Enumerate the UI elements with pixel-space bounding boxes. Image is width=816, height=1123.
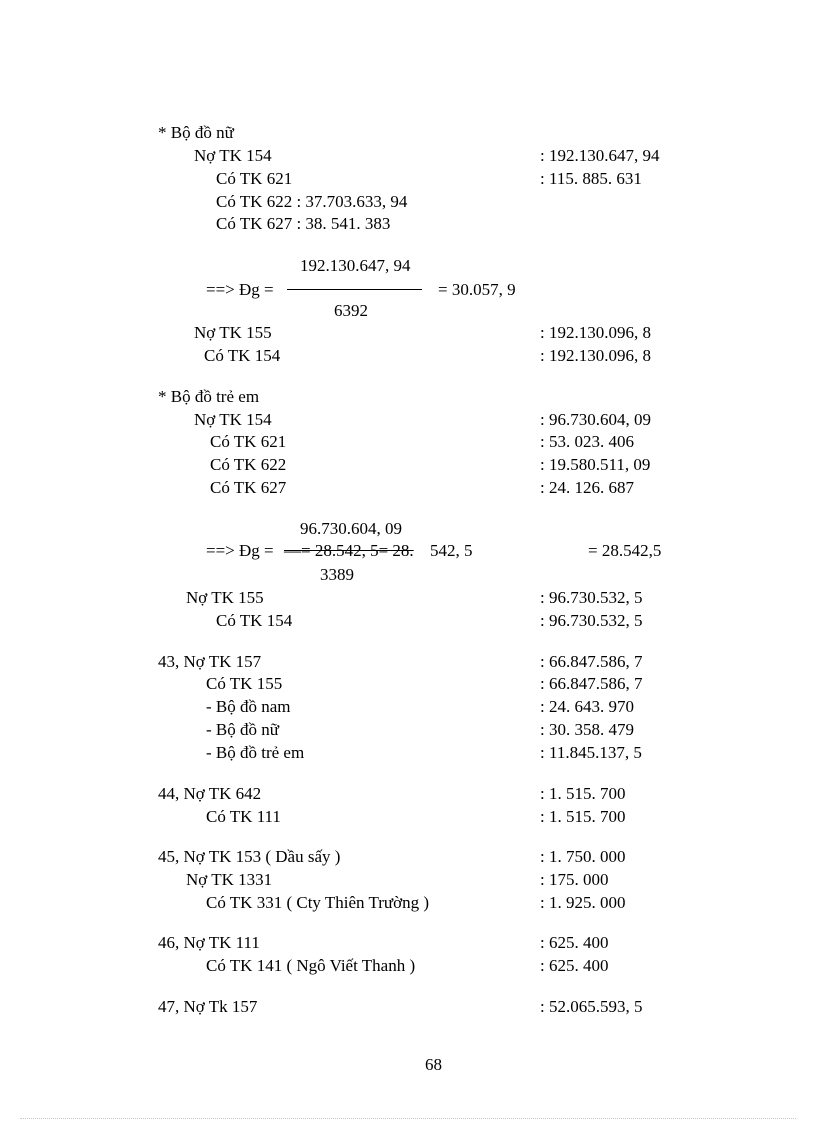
entry-44-debit-value: : 1. 515. 700 bbox=[540, 784, 626, 803]
debit-155-label: Nợ TK 155 bbox=[194, 323, 272, 342]
fraction-numerator: 192.130.647, 94 bbox=[300, 256, 411, 275]
debit-154-label: Nợ TK 154 bbox=[194, 410, 272, 429]
entry-43-nam-value: : 24. 643. 970 bbox=[540, 697, 634, 716]
credit-622-line: Có TK 622 : 37.703.633, 94 bbox=[216, 192, 408, 211]
fraction-denominator: 6392 bbox=[334, 301, 368, 320]
entry-43-debit-value: : 66.847.586, 7 bbox=[540, 652, 643, 671]
entry-44-credit-value: : 1. 515. 700 bbox=[540, 807, 626, 826]
entry-43-tre-em-value: : 11.845.137, 5 bbox=[540, 743, 642, 762]
entry-46-debit-label: 46, Nợ TK 111 bbox=[158, 933, 260, 952]
credit-154-label: Có TK 154 bbox=[204, 346, 281, 365]
credit-154-label: Có TK 154 bbox=[216, 611, 293, 630]
credit-154-value: : 96.730.532, 5 bbox=[540, 611, 643, 630]
entry-45-debit-value: : 1. 750. 000 bbox=[540, 847, 626, 866]
debit-154-value: : 96.730.604, 09 bbox=[540, 410, 651, 429]
section-heading-tre-em: * Bộ đồ trẻ em bbox=[158, 387, 260, 406]
entry-45-debit2-label: Nợ TK 1331 bbox=[186, 870, 273, 889]
entry-45-debit2-value: : 175. 000 bbox=[540, 870, 609, 889]
section-heading-nu: * Bộ đồ nữ bbox=[158, 123, 234, 142]
debit-155-label: Nợ TK 155 bbox=[186, 588, 264, 607]
struck-through-text: —= 28.542, 5= 28. bbox=[284, 541, 414, 560]
entry-46-credit-label: Có TK 141 ( Ngô Viết Thanh ) bbox=[206, 956, 416, 975]
unit-cost-result: = 28.542,5 bbox=[588, 541, 662, 560]
debit-154-value: : 192.130.647, 94 bbox=[540, 146, 660, 165]
entry-45-credit-value: : 1. 925. 000 bbox=[540, 893, 626, 912]
credit-622-value: : 19.580.511, 09 bbox=[540, 455, 651, 474]
fraction-bar bbox=[287, 289, 422, 290]
credit-621-value: : 115. 885. 631 bbox=[540, 169, 642, 188]
fraction-numerator: 96.730.604, 09 bbox=[300, 519, 402, 538]
unit-cost-lhs: ==> Đg = bbox=[206, 280, 274, 299]
credit-621-label: Có TK 621 bbox=[210, 432, 287, 451]
credit-627-line: Có TK 627 : 38. 541. 383 bbox=[216, 214, 391, 233]
credit-627-value: : 24. 126. 687 bbox=[540, 478, 634, 497]
entry-47-debit-value: : 52.065.593, 5 bbox=[540, 997, 643, 1016]
page-number: 68 bbox=[425, 1055, 442, 1074]
entry-44-debit-label: 44, Nợ TK 642 bbox=[158, 784, 262, 803]
unit-cost-tail: 542, 5 bbox=[430, 541, 473, 560]
entry-43-tre-em-label: - Bộ đồ trẻ em bbox=[206, 743, 305, 762]
entry-46-credit-value: : 625. 400 bbox=[540, 956, 609, 975]
debit-154-label: Nợ TK 154 bbox=[194, 146, 272, 165]
page-border-divider bbox=[20, 1118, 796, 1119]
entry-46-debit-value: : 625. 400 bbox=[540, 933, 609, 952]
credit-627-label: Có TK 627 bbox=[210, 478, 287, 497]
entry-47-debit-label: 47, Nợ Tk 157 bbox=[158, 997, 258, 1016]
credit-622-label: Có TK 622 bbox=[210, 455, 287, 474]
debit-155-value: : 192.130.096, 8 bbox=[540, 323, 651, 342]
entry-44-credit-label: Có TK 111 bbox=[206, 807, 281, 826]
credit-621-label: Có TK 621 bbox=[216, 169, 293, 188]
entry-45-credit-label: Có TK 331 ( Cty Thiên Trường ) bbox=[206, 893, 430, 912]
entry-43-debit-label: 43, Nợ TK 157 bbox=[158, 652, 262, 671]
unit-cost-result: = 30.057, 9 bbox=[438, 280, 516, 299]
entry-43-credit-label: Có TK 155 bbox=[206, 674, 283, 693]
credit-621-value: : 53. 023. 406 bbox=[540, 432, 634, 451]
unit-cost-lhs: ==> Đg = bbox=[206, 541, 274, 560]
entry-43-nu-label: - Bộ đồ nữ bbox=[206, 720, 279, 739]
entry-43-credit-value: : 66.847.586, 7 bbox=[540, 674, 643, 693]
entry-43-nam-label: - Bộ đồ nam bbox=[206, 697, 291, 716]
credit-154-value: : 192.130.096, 8 bbox=[540, 346, 651, 365]
debit-155-value: : 96.730.532, 5 bbox=[540, 588, 643, 607]
entry-45-debit-label: 45, Nợ TK 153 ( Dầu sấy ) bbox=[158, 847, 341, 866]
fraction-denominator: 3389 bbox=[320, 565, 354, 584]
entry-43-nu-value: : 30. 358. 479 bbox=[540, 720, 634, 739]
